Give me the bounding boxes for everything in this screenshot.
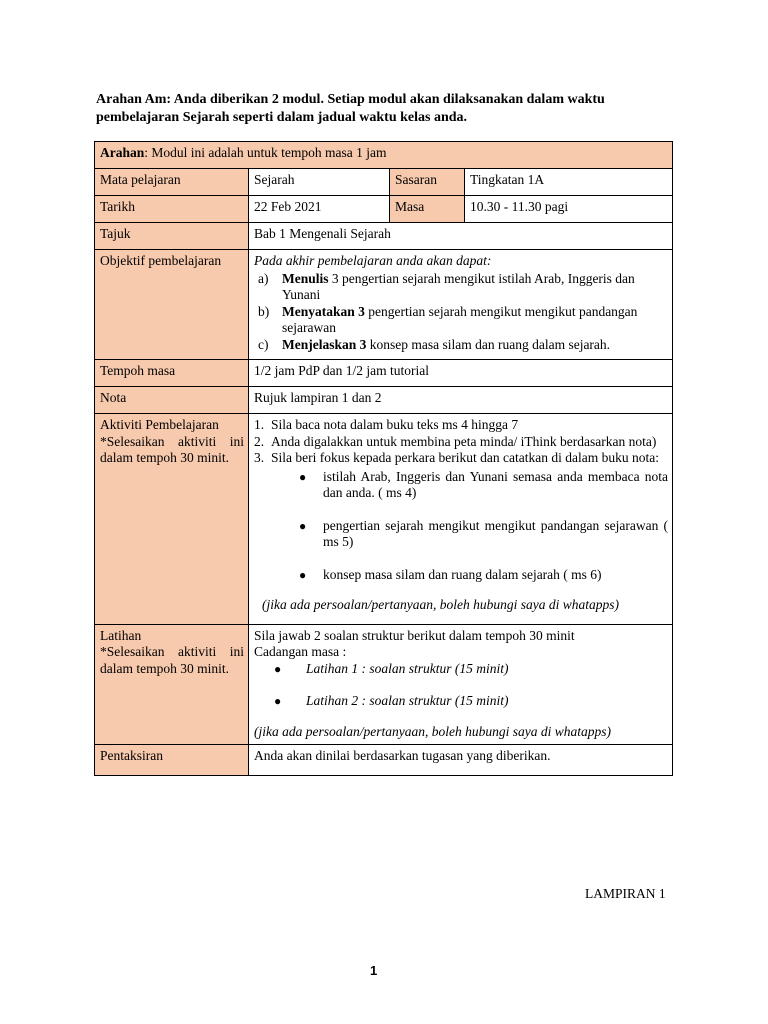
page-number: 1 [370,963,378,978]
date-label: Tarikh [95,196,249,223]
target-value: Tingkatan 1A [465,169,673,196]
header-row [95,142,673,169]
bullet-icon: ● [299,567,307,582]
time-label: Masa [390,196,465,223]
exercise-item: ● Latihan 1 : soalan struktur (15 minit) [274,660,509,676]
objective-item: b) Menyatakan 3 pengertian sejarah mengikut mengikut pandangan sejarawan [258,303,638,335]
assessment-label: Pentaksiran [95,745,249,776]
bullet-icon: ● [299,518,307,533]
target-label: Sasaran [390,169,465,196]
notes-row [95,387,673,414]
focus-item: ● pengertian sejarah mengikut mengikut pandangan sejarawan ( ms 5) [299,517,669,549]
bullet-icon: ● [274,694,282,708]
objective-item: c) Menjelaskan 3 konsep masa silam dan ruang dalam sejarah. [258,336,611,352]
activity-step: 1. Sila baca nota dalam buku teks ms 4 hingga 7 [254,417,519,432]
subject-label: Mata pelajaran [95,169,249,196]
exercise-list [254,661,668,710]
general-instruction: Arahan Am: Anda diberikan 2 modul. Setiap modul akan dilaksanakan dalam waktu pembelajaran Sejarah seperti dalam jadual waktu kelas anda. [96,92,605,125]
module-table [94,141,673,776]
objective-label: Objektif pembelajaran [95,250,249,360]
objective-list [254,271,668,354]
exercise-line1: Sila jawab 2 soalan struktur berikut dalam tempoh 30 minit [254,627,575,643]
bullet-icon: ● [274,661,282,676]
activity-steps [254,417,668,583]
activity-row [95,414,673,625]
assessment-row [95,745,673,776]
assessment-value: Anda akan dinilai berdasarkan tugasan yang diberikan. [249,745,673,776]
exercise-label-note: *Selesaikan aktiviti ini dalam tempoh 30 minit. [100,644,244,676]
focus-item: ● konsep masa silam dan ruang dalam sejarah ( ms 6) [299,566,602,582]
activity-label: Aktiviti Pembelajaran [100,417,219,432]
notes-value: Rujuk lampiran 1 dan 2 [249,387,673,414]
objective-intro: Pada akhir pembelajaran anda akan dapat: [254,253,492,268]
topic-value: Bab 1 Mengenali Sejarah [249,223,673,250]
focus-item: ● istilah Arab, Inggeris dan Yunani semasa anda membaca nota dan anda. ( ms 4) [299,468,669,500]
header-text: : Modul ini adalah untuk tempoh masa 1 jam [144,145,387,160]
activity-note: (jika ada persoalan/pertanyaan, boleh hubungi saya di whatapps) [262,597,619,612]
activity-label-note: *Selesaikan aktiviti ini dalam tempoh 30 minit. [100,433,244,465]
notes-label: Nota [95,387,249,414]
exercise-item: ● Latihan 2 : soalan struktur (15 minit) [274,693,509,708]
date-value: 22 Feb 2021 [249,196,390,223]
activity-step: 3. Sila beri fokus kepada perkara berikut dan catatkan di dalam buku nota: ● istilah Arab, Inggeris dan Yunani semasa anda membaca nota dan anda. ( ms 4) ● pengertian sejarah mengikut mengikut pandangan sejarawan ( ms 5) ● konsep masa silam dan ruang dalam sejarah ( ms 6) [254,450,669,582]
duration-value: 1/2 jam PdP dan 1/2 jam tutorial [249,360,673,387]
exercise-label: Latihan [100,627,142,643]
duration-label: Tempoh masa [95,360,249,387]
header-label: Arahan [100,145,145,160]
date-row [95,196,673,223]
objective-item: a) Menulis 3 pengertian sejarah mengikut istilah Arab, Inggeris dan Yunani [258,270,635,302]
topic-row [95,223,673,250]
topic-label: Tajuk [95,223,249,250]
exercise-row [95,624,673,745]
focus-list [271,469,668,584]
appendix-label: LAMPIRAN 1 [585,886,666,901]
time-value: 10.30 - 11.30 pagi [465,196,673,223]
subject-value: Sejarah [249,169,390,196]
bullet-icon: ● [299,469,307,484]
subject-row [95,169,673,196]
exercise-line2: Cadangan masa : [254,644,347,659]
exercise-note: (jika ada persoalan/pertanyaan, boleh hubungi saya di whatapps) [254,723,611,739]
activity-step: 2. Anda digalakkan untuk membina peta minda/ iThink berdasarkan nota) [254,433,657,449]
duration-row [95,360,673,387]
objective-row [95,250,673,360]
